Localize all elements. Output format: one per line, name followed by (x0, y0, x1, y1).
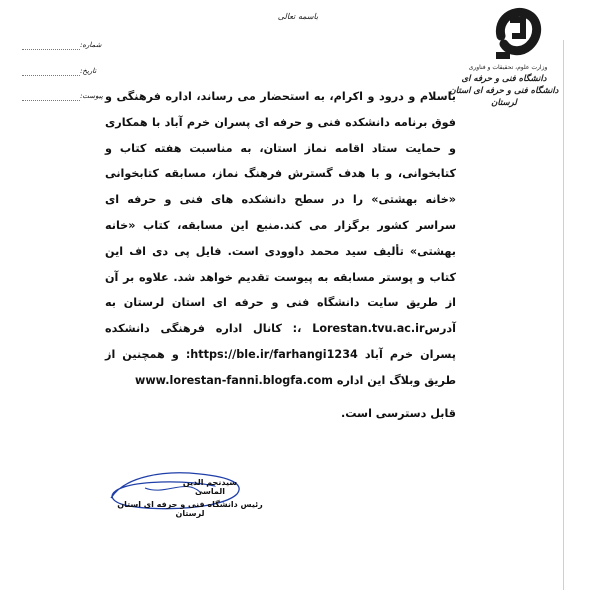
attachment-dotted-line (22, 100, 80, 101)
university-logo (493, 6, 543, 62)
margin-divider (563, 40, 564, 590)
number-field (22, 41, 108, 53)
date-dotted-line (22, 75, 80, 76)
letter-paragraph: باسلام و درود و اکرام، به استحضار می رساند، اداره فرهنگی و فوق برنامه دانشکده فنی و حرفه ای پسران خرم آباد با همکاری و حمایت ستاد اقامه نماز استان، به مناسبت هفته کتاب و کتابخوانی، و با هدف گسترش فرهنگ نماز، مسابقه کتابخوانی «خانه بهشتی» را در سطح دانشکده های فنی و حرفه ای سراسر کشور برگزار می کند.منبع این مسابقه، کتاب «خانه بهشتی» تألیف سید محمد داوودی است. فایل پی دی اف این کتاب و پوستر مسابقه به پیوست تقدیم خواهد شد. علاوه بر آن از طریق سایت دانشگاه فنی و حرفه ای استان لرستان به آدرسLorestan.tvu.ac.ir ،: کانال اداره فرهنگی دانشکده پسران خرم آباد https://ble.ir/farhangi1234: و همچنین از طریق وبلاگ این اداره www.lorestan-fanni.blogfa.com (105, 90, 456, 387)
basmala-heading: باسمه تعالی (277, 12, 319, 21)
university-name-line1: دانشگاه فنی و حرفه ای (461, 74, 547, 84)
date-field (22, 67, 108, 79)
attachment-field (22, 92, 108, 104)
university-name (449, 73, 559, 109)
date-label: تاریخ: (80, 67, 97, 75)
ministry-text: وزارت علوم، تحقیقات و فناوری (468, 64, 548, 71)
attachment-label: پیوست: (80, 92, 103, 100)
number-label: شماره: (80, 41, 102, 49)
letter-body (105, 84, 456, 426)
signer-title: رئیس دانشگاه فنی و حرفه ای استان لرستان (117, 500, 263, 518)
letter-closing: قابل دسترسی است. (340, 406, 456, 420)
number-dotted-line (22, 49, 80, 50)
signer-name: سیدنجم الدین الماسی (182, 478, 238, 496)
university-name-line2: دانشگاه فنی و حرفه ای استان لرستان (449, 86, 559, 108)
